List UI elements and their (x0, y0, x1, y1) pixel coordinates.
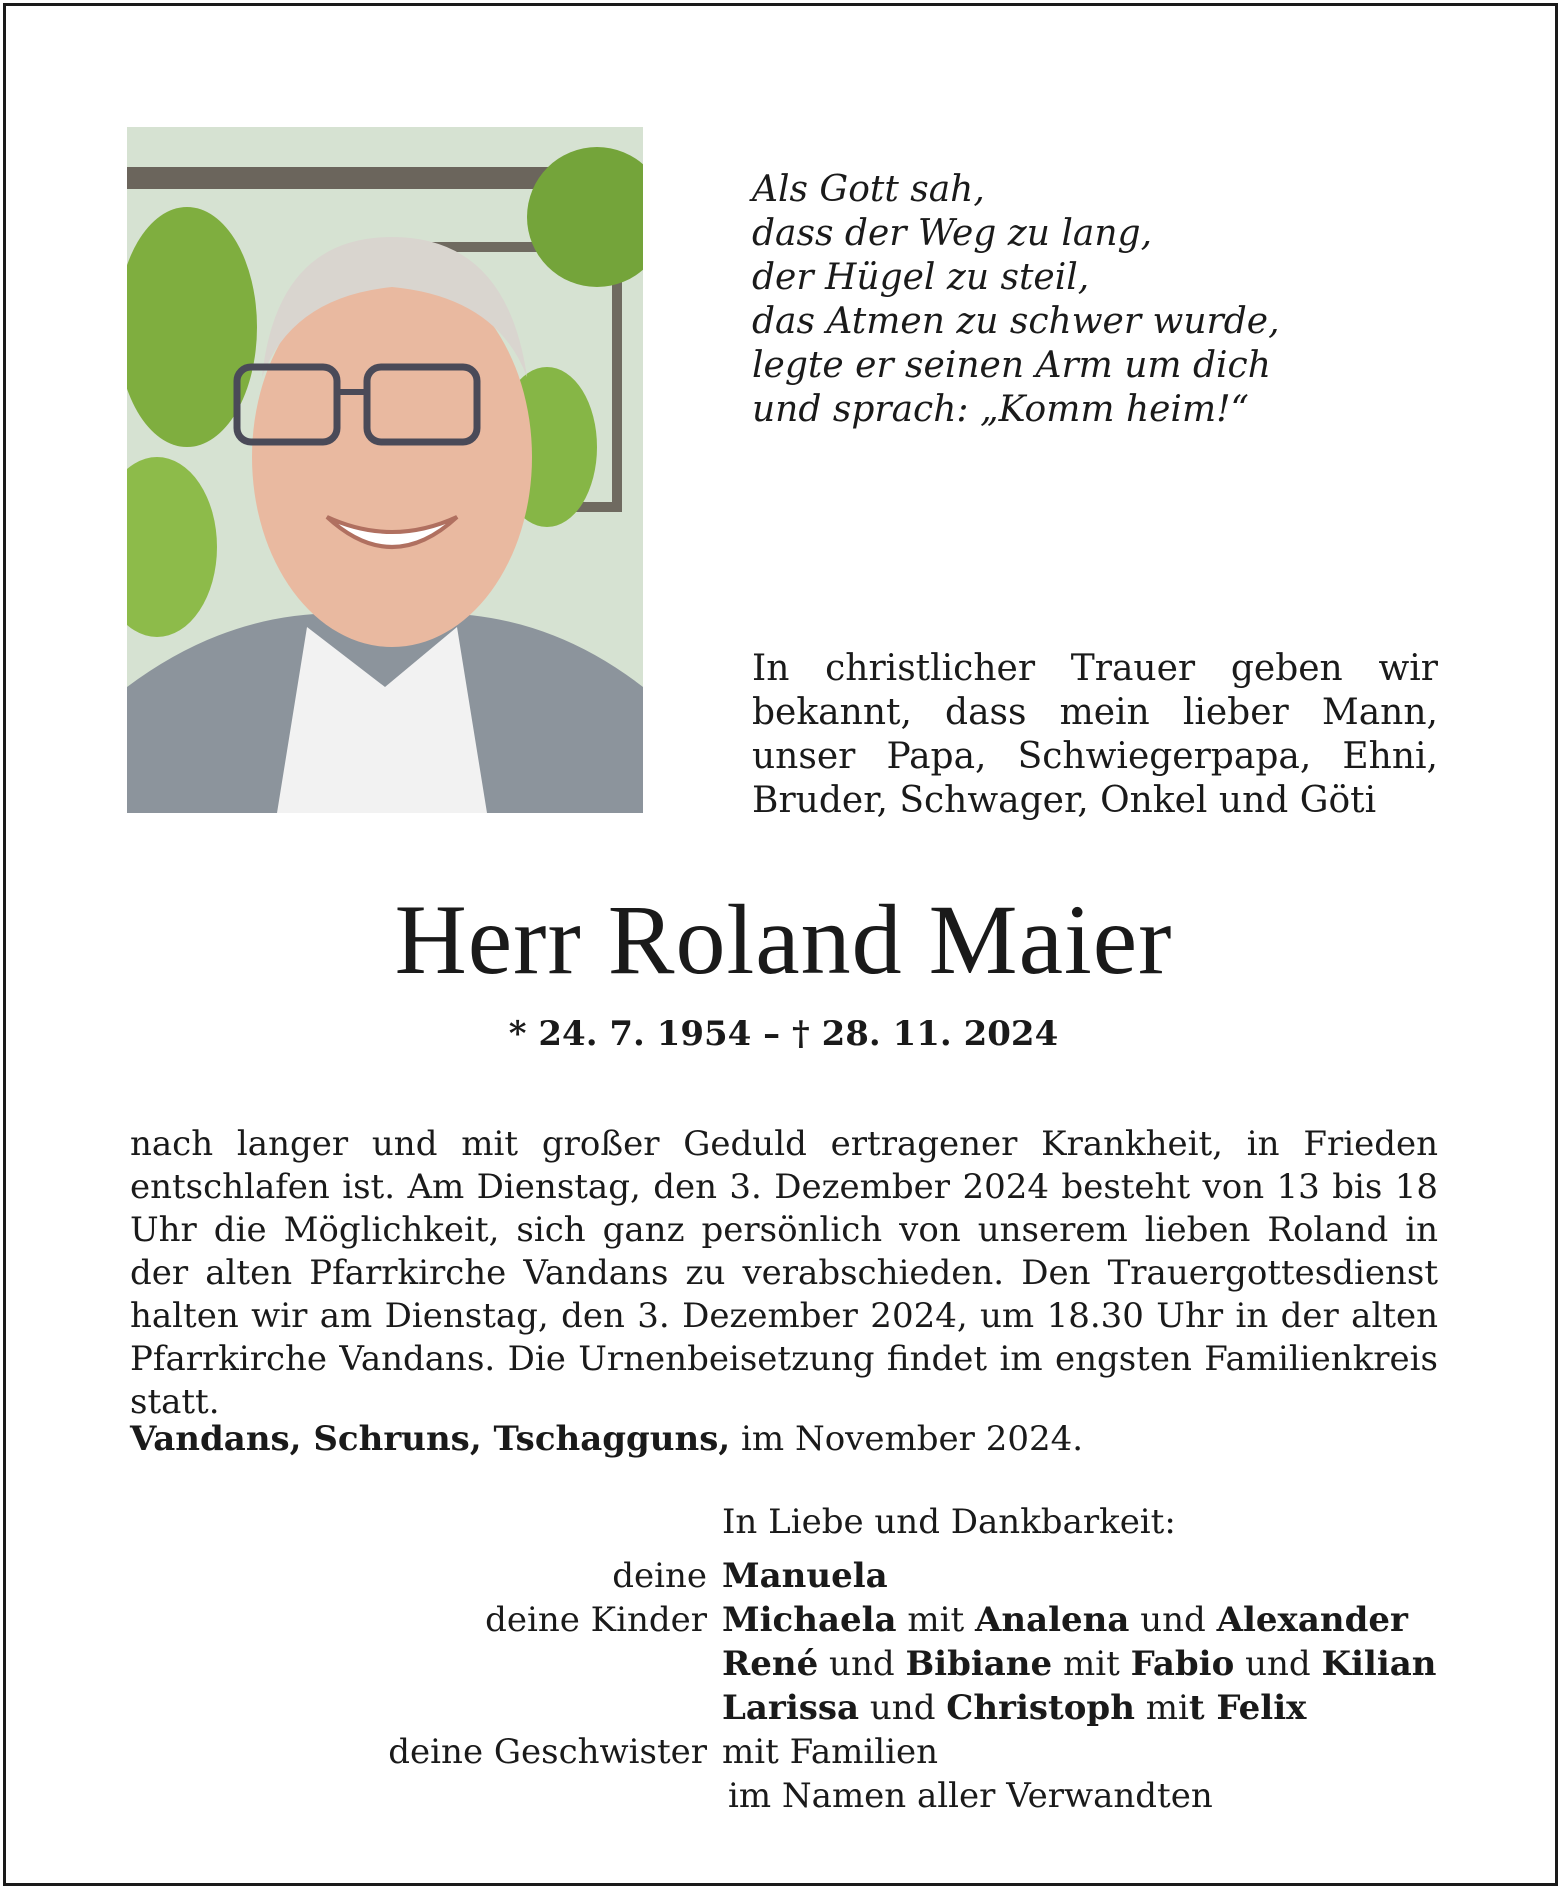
mourner-connector: und (818, 1644, 906, 1684)
mourner-names (722, 1642, 1437, 1686)
mourner-connector: und (859, 1688, 947, 1728)
mourner-name: Bibiane (905, 1644, 1053, 1684)
mourner-name: Kilian (1321, 1644, 1437, 1684)
portrait-image (127, 127, 643, 813)
mourner-name: t Felix (1188, 1688, 1307, 1728)
mourner-name: Christoph (946, 1688, 1135, 1728)
mourner-name: René (722, 1644, 819, 1684)
relatives-line: im Namen aller Verwandten (728, 1776, 1213, 1816)
mourner-text: mit Familien (722, 1732, 939, 1772)
mourner-name: Alexander (1216, 1600, 1408, 1640)
mourner-name: Fabio (1130, 1644, 1235, 1684)
mourner-name: Analena (975, 1600, 1130, 1640)
mourner-name: Michaela (722, 1600, 897, 1640)
mourner-label: deine Geschwister (388, 1732, 707, 1772)
mourner-connector: und (1234, 1644, 1322, 1684)
mourner-connector: mit (896, 1600, 975, 1640)
mourner-name: Manuela (722, 1556, 888, 1596)
announcement-body: nach langer und mit großer Geduld ertragener Krankheit, in Frieden entschlafen ist. Am Dienstag, den 3. Dezember 2024 besteht von 13 bis 18 Uhr die Möglichkeit, sich ganz persönlich von unserem lieben Roland in der alten Pfarrkirche Vandans zu verabschieden. Den Trauergottesdienst halten wir am Dienstag, den 3. Dezember 2024, um 18.30 Uhr in der alten Pfarrkirche Vandans. Die Urnenbeisetzung findet im engsten Familienkreis statt. (130, 1124, 1438, 1422)
deceased-name: Herr Roland Maier (394, 884, 1173, 995)
mourner-name: Larissa (722, 1688, 860, 1728)
mourner-connector: und (1129, 1600, 1217, 1640)
announcement-intro: In christlicher Trauer geben wir bekannt, dass mein lieber Mann, unser Papa, Schwiegerpapa, Ehni, Bruder, Schwager, Onkel und Göti (752, 648, 1438, 821)
mourner-connector: mi (1134, 1688, 1189, 1728)
thanks-line: In Liebe und Dankbarkeit: (722, 1502, 1176, 1542)
mourner-label: deine (612, 1556, 707, 1596)
mourner-connector: mit (1052, 1644, 1131, 1684)
place-date-line (130, 1417, 1430, 1461)
mourner-label: deine Kinder (485, 1600, 707, 1640)
poem-verse: Als Gott sah, dass der Weg zu lang, der Hügel zu steil, das Atmen zu schwer wurde, legte er seinen Arm um dich und sprach: „Komm heim!“ (752, 169, 1280, 430)
place-names: Vandans, Schruns, Tschagguns, (130, 1419, 731, 1459)
mourner-names (722, 1686, 1306, 1730)
life-dates: * 24. 7. 1954 – † 28. 11. 2024 (508, 1014, 1059, 1054)
portrait-photo (127, 127, 643, 813)
mourner-names (722, 1598, 1408, 1642)
announcement-date: im November 2024. (730, 1419, 1084, 1459)
